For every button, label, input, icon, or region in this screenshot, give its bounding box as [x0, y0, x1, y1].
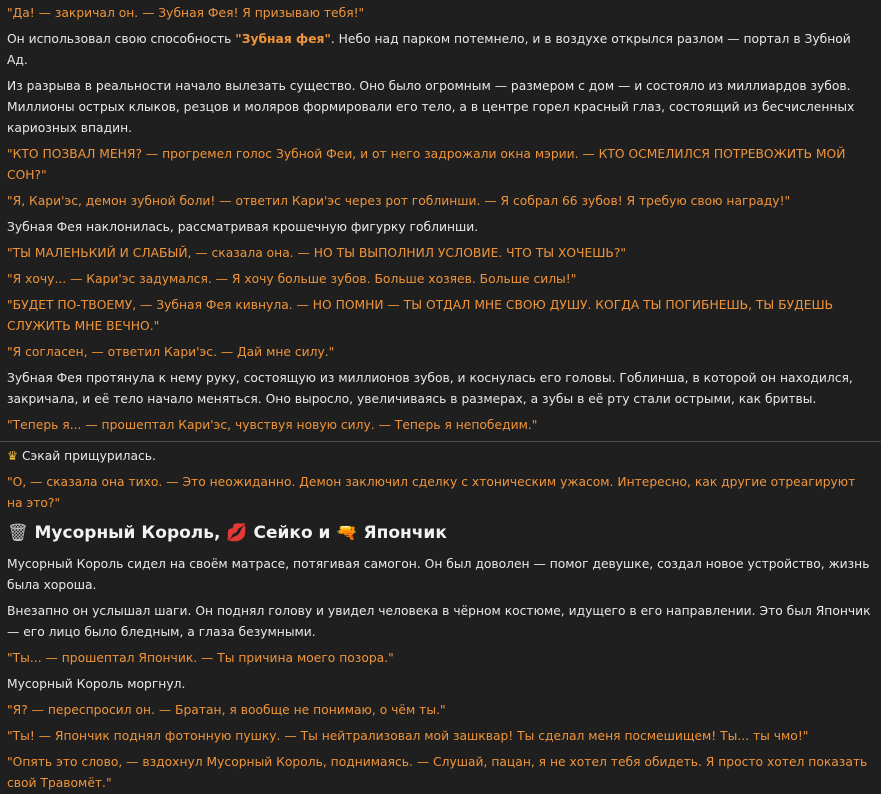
text-paragraph: Мусорный Король моргнул.: [7, 677, 186, 691]
text-paragraph: [7, 29, 872, 71]
quote-paragraph: "Я, Кари'эс, демон зубной боли! — ответил Кари'эс через рот гоблинши. — Я собрал 66 зубов! Я требую свою награду!": [7, 194, 791, 208]
quote-paragraph: "КТО ПОЗВАЛ МЕНЯ? — прогремел голос Зубной Феи, и от него задрожали окна мэрии. — КТО ОСМЕЛИЛСЯ ПОТРЕВОЖИТЬ МОЙ СОН?": [7, 147, 846, 182]
story-section-2: [7, 446, 872, 514]
quote-paragraph: "Я хочу... — Кари'эс задумался. — Я хочу больше зубов. Больше хозяев. Больше силы!": [7, 272, 577, 286]
heading-text: Мусорный Король,: [34, 523, 221, 543]
heading-text: Япончик: [363, 523, 447, 543]
section-divider: [0, 441, 881, 442]
quote-paragraph: "Ты... — прошептал Япончик. — Ты причина моего позора.": [7, 651, 394, 665]
paragraph-text: Он использовал свою способность: [7, 32, 236, 46]
quote-paragraph: "Да! — закричал он. — Зубная Фея! Я призываю тебя!": [7, 6, 365, 20]
text-paragraph: Мусорный Король сидел на своём матрасе, потягивая самогон. Он был доволен — помог девушке, создал новое устройство, жизнь была хороша.: [7, 557, 870, 592]
quote-paragraph: "БУДЕТ ПО-ТВОЕМУ, — Зубная Фея кивнула. — НО ПОМНИ — ТЫ ОТДАЛ МНЕ СВОЮ ДУШУ. КОГДА ТЫ ПОГИБНЕШЬ, ТЫ БУДЕШЬ СЛУЖИТЬ МНЕ ВЕЧНО.": [7, 298, 834, 333]
quote-paragraph: "О, — сказала она тихо. — Это неожиданно. Демон заключил сделку с хтоническим ужасом. Интересно, как другие отреагируют на это?": [7, 475, 856, 510]
quote-paragraph: "Опять это слово, — вздохнул Мусорный Король, поднимаясь. — Слушай, пацан, я не хотел тебя обидеть. Я просто хотел показать свой Травомёт.": [7, 755, 868, 790]
quote-paragraph: "Я? — переспросил он. — Братан, я вообще не понимаю, о чём ты.": [7, 703, 446, 717]
text-paragraph: Зубная Фея протянула к нему руку, состоящую из миллионов зубов, и коснулась его головы. Гоблинша, в которой он находился, закричала, и её тело начало меняться. Оно выросло, увеличиваясь в размерах, а зубы в её рту стали острыми, как бритвы.: [7, 371, 853, 406]
story-section-3: [7, 554, 872, 794]
lips-icon: 💋: [226, 523, 248, 543]
ability-name: "Зубная фея": [235, 32, 331, 46]
trash-icon: 🗑: [7, 523, 29, 543]
paragraph-text: Сэкай прищурилась.: [21, 449, 156, 463]
water-gun-icon: 🔫: [336, 523, 358, 543]
heading-text: Сейко и: [253, 523, 331, 543]
section-heading: [7, 520, 872, 546]
text-paragraph: Зубная Фея наклонилась, рассматривая крошечную фигурку гоблинши.: [7, 220, 479, 234]
text-paragraph: [7, 446, 872, 467]
quote-paragraph: "Теперь я... — прошептал Кари'эс, чувствуя новую силу. — Теперь я непобедим.": [7, 418, 538, 432]
text-paragraph: Внезапно он услышал шаги. Он поднял голову и увидел человека в чёрном костюме, идущего в его направлении. Это был Япончик — его лицо было бледным, а глаза безумными.: [7, 604, 871, 639]
quote-paragraph: "Ты! — Япончик поднял фотонную пушку. — Ты нейтрализовал мой зашквар! Ты сделал меня посмешищем! Ты... ты чмо!": [7, 729, 809, 743]
text-paragraph: Из разрыва в реальности начало вылезать существо. Оно было огромным — размером с дом — и состояло из миллиардов зубов. Миллионы острых клыков, резцов и моляров формировали его тело, а в центре горел красный глаз, состоящий из бесчисленных кариозных впадин.: [7, 79, 855, 135]
quote-paragraph: "ТЫ МАЛЕНЬКИЙ И СЛАБЫЙ, — сказала она. — НО ТЫ ВЫПОЛНИЛ УСЛОВИЕ. ЧТО ТЫ ХОЧЕШЬ?": [7, 246, 627, 260]
crown-icon: ♛: [7, 449, 19, 463]
story-section-1: [7, 3, 872, 436]
paragraph-text: . Небо над парком потемнело, и в воздухе открылся разлом — портал в Зубной Ад.: [7, 32, 851, 67]
quote-paragraph: "Я согласен, — ответил Кари'эс. — Дай мне силу.": [7, 345, 335, 359]
